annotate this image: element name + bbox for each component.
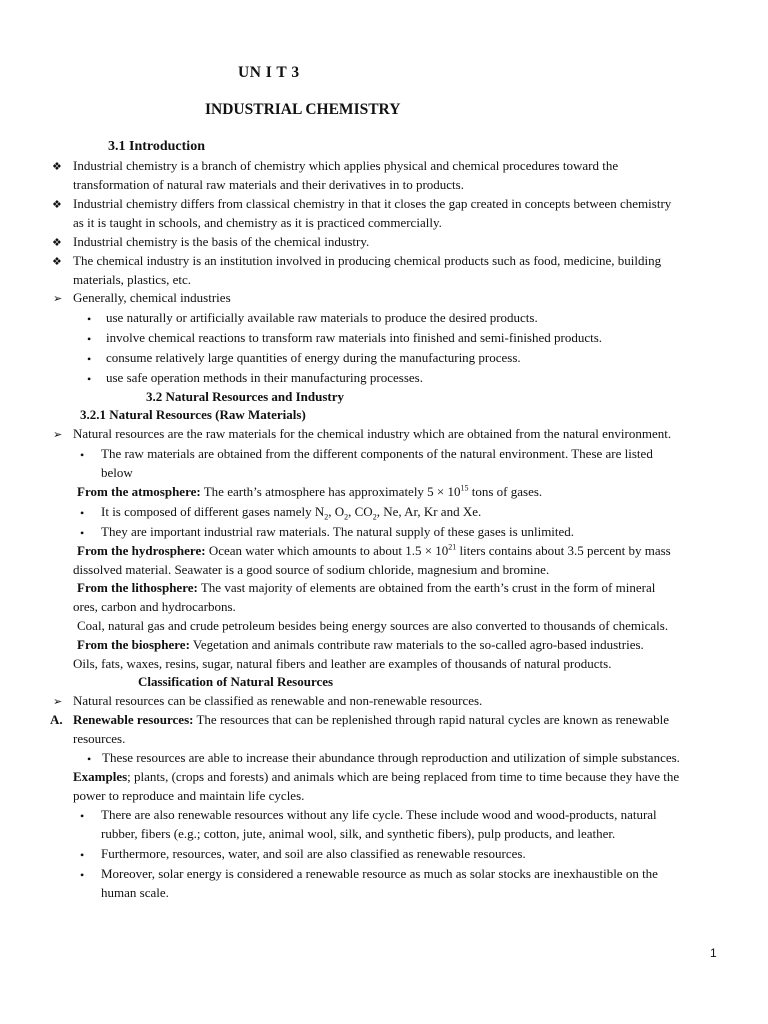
examples-text: ; plants, (crops and forests) and animals which are being replaced from time to time because they have the [127,769,680,784]
subscript: 2 [372,512,377,522]
section-heading-3-2-1: 3.2.1 Natural Resources (Raw Materials) [80,407,306,422]
generally-item-2: involve chemical reactions to transform raw materials into finished and semi-finished products. [106,330,603,345]
renewable-line-2: resources. [73,731,126,746]
moreover-line-2: human scale. [101,885,169,900]
intro-item-2-line-1: Industrial chemistry differs from classical chemistry in that it closes the gap created in concepts between chemistry [73,196,672,211]
no-cycle-line-2: rubber, fibers (e.g.; cotton, jute, animal wool, silk, and synthetic fibers), pulp products, and leather. [101,826,616,841]
bullet-icon: • [87,752,92,766]
intro-item-4-line-1: The chemical industry is an institution involved in producing chemical products such as food, medicine, building [73,253,662,268]
arrow-bullet-icon: ➢ [53,696,63,708]
page-number: 1 [710,946,717,960]
gases-text: , CO [348,504,373,519]
intro-item-4-line-2: materials, plastics, etc. [73,272,192,287]
examples-label: Examples [73,769,128,784]
subscript: 2 [324,512,329,522]
bullet-icon: • [80,448,85,462]
raw-materials-line-2: below [101,465,133,480]
arrow-bullet-icon: ➢ [53,429,63,441]
atmosphere-text: The earth’s atmosphere has approximately 5 × 10 [200,484,461,499]
moreover-line-1: Moreover, solar energy is considered a renewable resource as much as solar stocks are inexhaustible on the [101,866,658,881]
natural-resources-intro: Natural resources are the raw materials for the chemical industry which are obtained from the natural environment. [73,426,672,441]
bullet-icon: • [80,848,85,862]
intro-item-3-line-1: Industrial chemistry is the basis of the chemical industry. [73,234,370,249]
lithosphere-paragraph [77,579,655,598]
intro-item-1-line-1: Industrial chemistry is a branch of chemistry which applies physical and chemical procedures toward the [73,158,619,173]
bullet-icon: • [80,526,85,540]
section-heading-3-1: 3.1 Introduction [108,139,205,154]
lithosphere-text: The vast majority of elements are obtained from the earth’s crust in the form of mineral [197,580,656,595]
atmosphere-label: From the atmosphere: [77,484,201,499]
diamond-bullet-icon: ❖ [52,199,62,211]
gases-text: , Ne, Ar, Kr and Xe. [376,504,482,519]
classification-heading: Classification of Natural Resources [138,674,334,689]
bullet-icon: • [80,868,85,882]
biosphere-label: From the biosphere: [77,637,190,652]
bullet-icon: • [87,312,92,326]
examples-paragraph [73,768,679,787]
list-letter-a: A. [50,712,63,727]
furthermore-item: Furthermore, resources, water, and soil are also classified as renewable resources. [101,846,526,861]
hydrosphere-exponent: 21 [448,542,457,552]
hydrosphere-tail: liters contains about 3.5 percent by mass [456,543,671,558]
atmosphere-exponent: 15 [460,483,469,493]
biosphere-text: Vegetation and animals contribute raw materials to the so-called agro-based industries. [189,637,644,652]
diamond-bullet-icon: ❖ [52,161,62,173]
bullet-icon: • [87,352,92,366]
coal-paragraph: Coal, natural gas and crude petroleum besides being energy sources are also converted to thousands of chemicals. [77,618,669,633]
generally-item-1: use naturally or artificially available raw materials to produce the desired products. [106,310,538,325]
hydrosphere-line-2: dissolved material. Seawater is a good source of sodium chloride, magnesium and bromine. [73,562,550,577]
intro-item-2-line-2: as it is taught in schools, and chemistry as it is practiced commercially. [73,215,442,230]
generally-item-4: use safe operation methods in their manufacturing processes. [106,370,423,385]
renewable-text: The resources that can be replenished through rapid natural cycles are known as renewable [193,712,669,727]
section-heading-3-2: 3.2 Natural Resources and Industry [146,389,345,404]
lithosphere-label: From the lithosphere: [77,580,198,595]
bullet-icon: • [87,372,92,386]
hydrosphere-paragraph [77,542,671,561]
bullet-icon: • [80,809,85,823]
oils-paragraph: Oils, fats, waxes, resins, sugar, natural fibers and leather are examples of thousands of natural products. [73,656,612,671]
renewable-label: Renewable resources: [73,712,194,727]
bullet-icon: • [87,332,92,346]
classified-paragraph: Natural resources can be classified as renewable and non-renewable resources. [73,693,483,708]
gases-composition [101,503,481,522]
generally-item-3: consume relatively large quantities of energy during the manufacturing process. [106,350,521,365]
atmosphere-tail: tons of gases. [468,484,543,499]
gases-text: It is composed of different gases namely N [101,504,325,519]
unit-heading: UN I T 3 [238,64,300,81]
page-title: INDUSTRIAL CHEMISTRY [205,101,401,118]
hydrosphere-text: Ocean water which amounts to about 1.5 × 10 [205,543,449,558]
intro-item-1-line-2: transformation of natural raw materials and their derivatives in to products. [73,177,464,192]
diamond-bullet-icon: ❖ [52,256,62,268]
lithosphere-line-2: ores, carbon and hydrocarbons. [73,599,236,614]
generally-heading: Generally, chemical industries [73,290,231,305]
hydrosphere-label: From the hydrosphere: [77,543,206,558]
biosphere-paragraph [77,636,644,655]
diamond-bullet-icon: ❖ [52,237,62,249]
gases-important: They are important industrial raw materials. The natural supply of these gases is unlimited. [101,524,575,539]
examples-line-2: power to reproduce and maintain life cycles. [73,788,305,803]
arrow-bullet-icon: ➢ [53,293,63,305]
raw-materials-line-1: The raw materials are obtained from the different components of the natural environment. These are listed [101,446,653,461]
gases-text: , O [328,504,345,519]
renewable-paragraph [73,711,669,730]
no-cycle-line-1: There are also renewable resources without any life cycle. These include wood and wood-products, natural [101,807,657,822]
bullet-icon: • [80,506,85,520]
abundance-item: These resources are able to increase their abundance through reproduction and utilization of simple substances. [102,750,680,765]
atmosphere-paragraph [77,483,542,502]
subscript: 2 [344,512,349,522]
